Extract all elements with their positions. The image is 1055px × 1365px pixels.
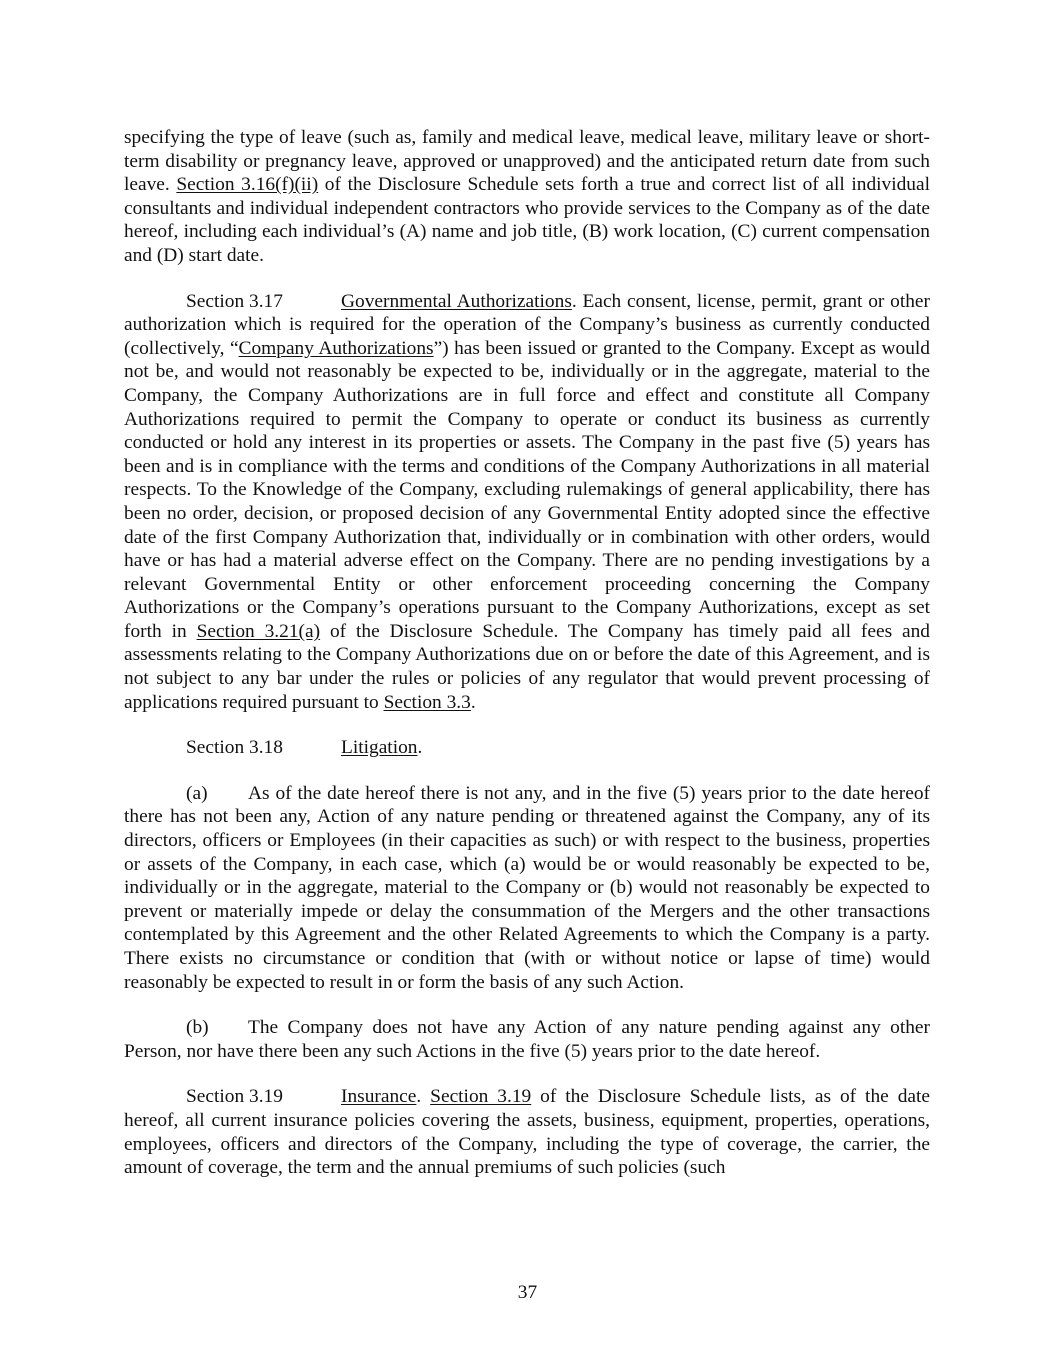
section-number: Section 3.17: [186, 290, 283, 312]
text-run: .: [470, 691, 476, 713]
text-run: of the Disclosure Schedule. The Company has timely paid all fees and assessments relating to the Company Authorizations due on or before the date of this Agreement, and is not subject to any bar under the rules or policies of any regulator that would prevent processing of applications required pursuant to: [124, 620, 930, 713]
section-3-19-paragraph: [124, 1085, 930, 1179]
text-run: specifying the type of leave (such as, family and medical leave, medical leave, military leave or short-term disability or pregnancy leave, approved or unapproved) and the anticipated return date from such leave.: [124, 127, 930, 196]
text-run: .: [416, 1086, 431, 1108]
section-reference: Section 3.16(f)(ii): [176, 174, 319, 196]
paragraph-leave-continuation: [124, 126, 930, 268]
text-run: . Each consent, license, permit, grant or other authorization which is required for the operation of the Company’s business as currently conducted (collectively, “: [124, 290, 930, 359]
defined-term: Company Authorizations: [238, 337, 434, 359]
section-number: Section 3.19: [186, 1086, 283, 1108]
text-run: ”) has been issued or granted to the Company. Except as would not be, and would not reasonably be expected to be, individually or in the aggregate, material to the Company, the Company Authorizations are in full force and effect and constitute all Company Authorizations required to permit the Company to operate or conduct its business as currently conducted or hold any interest in its properties or assets. The Company in the past five (5) years has been and is in compliance with the terms and conditions of the Company Authorizations in all material respects. To the Knowledge of the Company, excluding rulemakings of general applicability, there has been no order, decision, or proposed decision of any Governmental Entity adopted since the effective date of the first Company Authorization that, individually or in combination with other orders, would have or has had a material adverse effect on the Company. There are no pending investigations by a relevant Governmental Entity or other enforcement proceeding concerning the Company Authorizations or the Company’s operations pursuant to the Company Authorizations, except as set forth in: [124, 337, 930, 642]
section-reference: Section 3.21(a): [196, 620, 321, 642]
text-run: The Company does not have any Action of any nature pending against any other Person, nor have there been any such Actions in the five (5) years prior to the date hereof.: [124, 1017, 930, 1062]
section-3-18-a-paragraph: [124, 782, 930, 994]
page-number: 37: [517, 1282, 538, 1303]
subsection-number: (b): [186, 1017, 209, 1039]
document-body: [124, 126, 930, 1202]
text-run: of the Disclosure Schedule sets forth a true and correct list of all individual consultants and individual independent contractors who provide services to the Company as of the date hereof, including each individual’s (A) name and job title, (B) work location, (C) current compensation and (D) start date.: [124, 174, 930, 266]
subsection-number: (a): [186, 782, 208, 804]
section-heading: Governmental Authorizations: [341, 290, 572, 312]
text-run: As of the date hereof there is not any, and in the five (5) years prior to the date hereof there has not been any, Action of any nature pending or threatened against the Company, any of its directors, officers or Employees (in their capacities as such) or with respect to the business, properties or assets of the Company, in each case, which (a) would be or would reasonably be expected to be, individually or in the aggregate, material to the Company or (b) would not reasonably be expected to prevent or materially impede or delay the consummation of the Mergers and the other transactions contemplated by this Agreement and the other Related Agreements to which the Company is a party. There exists no circumstance or condition that (with or without notice or lapse of time) would reasonably be expected to result in or form the basis of any such Action.: [124, 782, 930, 993]
section-3-18-b-paragraph: [124, 1016, 930, 1063]
text-run: of the Disclosure Schedule lists, as of the date hereof, all current insurance policies covering the assets, business, equipment, properties, operations, employees, officers and directors of the Company, including the type of coverage, the carrier, the amount of coverage, the term and the annual premiums of such policies (such: [124, 1086, 930, 1179]
section-heading: Litigation: [341, 737, 418, 759]
section-reference: Section 3.3: [383, 691, 471, 713]
section-number: Section 3.18: [186, 737, 283, 759]
section-reference: Section 3.19: [430, 1086, 532, 1108]
section-3-18-heading-paragraph: [124, 736, 930, 760]
text-run: .: [417, 737, 423, 759]
section-heading: Insurance: [341, 1086, 417, 1108]
section-3-17-paragraph: [124, 290, 930, 715]
